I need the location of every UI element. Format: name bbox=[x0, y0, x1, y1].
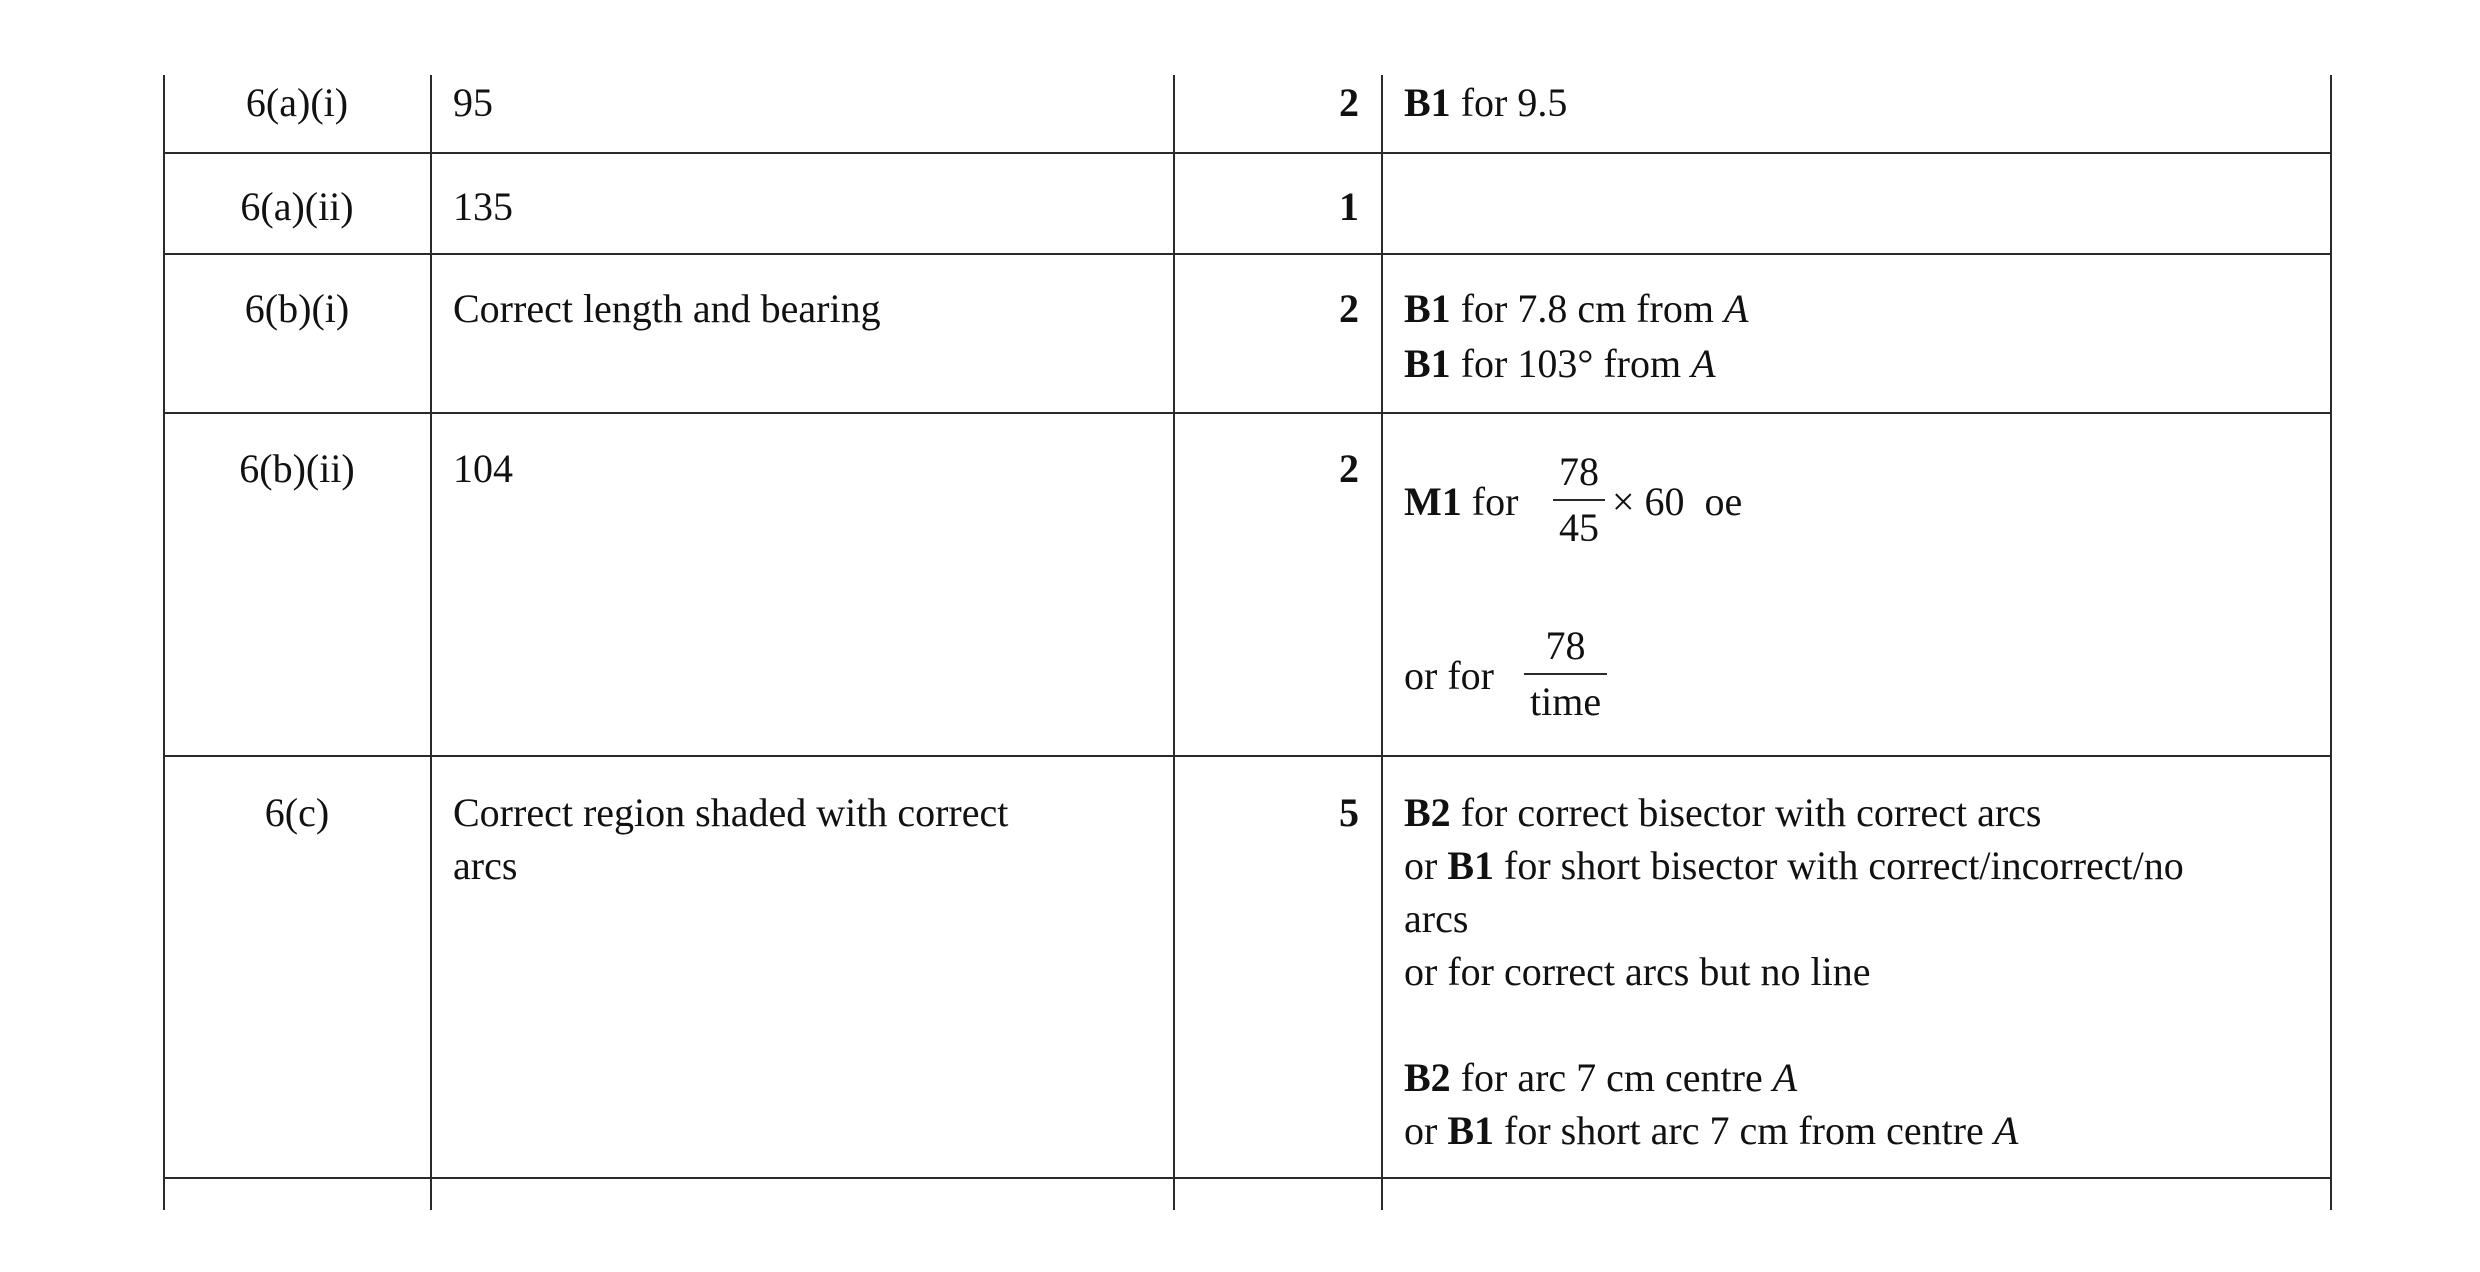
guidance-text: for 103° from bbox=[1450, 341, 1692, 386]
col-line-answer bbox=[430, 75, 432, 1210]
guidance-line bbox=[1404, 286, 1749, 331]
guidance-line bbox=[1404, 843, 2184, 888]
col-line-left bbox=[163, 75, 165, 1210]
row-line-4 bbox=[163, 755, 2332, 757]
guidance-line bbox=[1404, 1055, 1798, 1100]
guidance-line: arcs bbox=[1404, 896, 1469, 941]
point-label: A bbox=[1723, 286, 1749, 331]
guidance-line: or for correct arcs but no line bbox=[1404, 949, 1871, 994]
guidance-line bbox=[1404, 790, 2042, 835]
answer-line: arcs bbox=[453, 843, 518, 888]
question-number: 6(c) bbox=[264, 790, 330, 835]
marks: 5 bbox=[1339, 790, 1359, 835]
point-label: A bbox=[1772, 1055, 1798, 1100]
col-line-guidance bbox=[1381, 75, 1383, 1210]
answer: Correct length and bearing bbox=[453, 286, 881, 331]
answer: 135 bbox=[453, 184, 513, 229]
guidance-text: for 7.8 cm from bbox=[1450, 286, 1724, 331]
guidance-text: for 9.5 bbox=[1450, 80, 1568, 125]
row-line-5 bbox=[163, 1177, 2332, 1179]
answer: 95 bbox=[453, 80, 493, 125]
mark-code: B1 bbox=[1404, 286, 1451, 331]
guidance-line: or for bbox=[1404, 653, 1494, 698]
col-line-marks bbox=[1173, 75, 1175, 1210]
fraction-denominator: time bbox=[1530, 679, 1602, 724]
guidance-text: or bbox=[1404, 843, 1448, 888]
mark-code: B2 bbox=[1404, 790, 1451, 835]
marks: 1 bbox=[1339, 184, 1359, 229]
guidance-text: for short arc 7 cm from centre bbox=[1494, 1108, 1994, 1153]
mark-code: B1 bbox=[1447, 843, 1495, 888]
marks: 2 bbox=[1339, 80, 1359, 125]
fraction bbox=[1524, 623, 1607, 724]
row-line-1 bbox=[163, 152, 2332, 154]
marks: 2 bbox=[1339, 286, 1359, 331]
point-label: A bbox=[1691, 341, 1716, 386]
col-line-right bbox=[2330, 75, 2332, 1210]
fraction bbox=[1553, 449, 1605, 550]
mark-code: B1 bbox=[1447, 1108, 1495, 1153]
guidance-text: for short bisector with correct/incorrect/no bbox=[1494, 843, 2184, 888]
mark-code: B1 bbox=[1404, 80, 1451, 125]
answer-line: Correct region shaded with correct bbox=[453, 790, 1009, 835]
mark-code: B1 bbox=[1404, 341, 1451, 386]
marks: 2 bbox=[1339, 446, 1359, 491]
fraction-denominator: 45 bbox=[1559, 505, 1599, 550]
question-number: 6(a)(i) bbox=[245, 80, 349, 125]
guidance-text: or bbox=[1404, 1108, 1448, 1153]
guidance-text: × 60 oe bbox=[1612, 479, 1743, 524]
row-line-3 bbox=[163, 412, 2332, 414]
guidance-line bbox=[1404, 479, 1519, 524]
guidance-text: for correct bisector with correct arcs bbox=[1450, 790, 2042, 835]
mark-code: M1 bbox=[1404, 479, 1462, 524]
guidance-line bbox=[1404, 341, 1716, 386]
guidance-text: for bbox=[1461, 479, 1519, 524]
row-line-2 bbox=[163, 253, 2332, 255]
question-number: 6(b)(i) bbox=[244, 286, 350, 331]
fraction-numerator: 78 bbox=[1545, 623, 1586, 668]
mark-code: B2 bbox=[1404, 1055, 1451, 1100]
question-number: 6(b)(ii) bbox=[239, 446, 355, 491]
answer: 104 bbox=[453, 446, 513, 491]
guidance-text: for arc 7 cm centre bbox=[1450, 1055, 1773, 1100]
guidance-line bbox=[1404, 1108, 2019, 1153]
fraction-numerator: 78 bbox=[1559, 449, 1599, 494]
point-label: A bbox=[1993, 1108, 2019, 1153]
question-number: 6(a)(ii) bbox=[240, 184, 354, 229]
guidance-line bbox=[1404, 80, 1568, 125]
